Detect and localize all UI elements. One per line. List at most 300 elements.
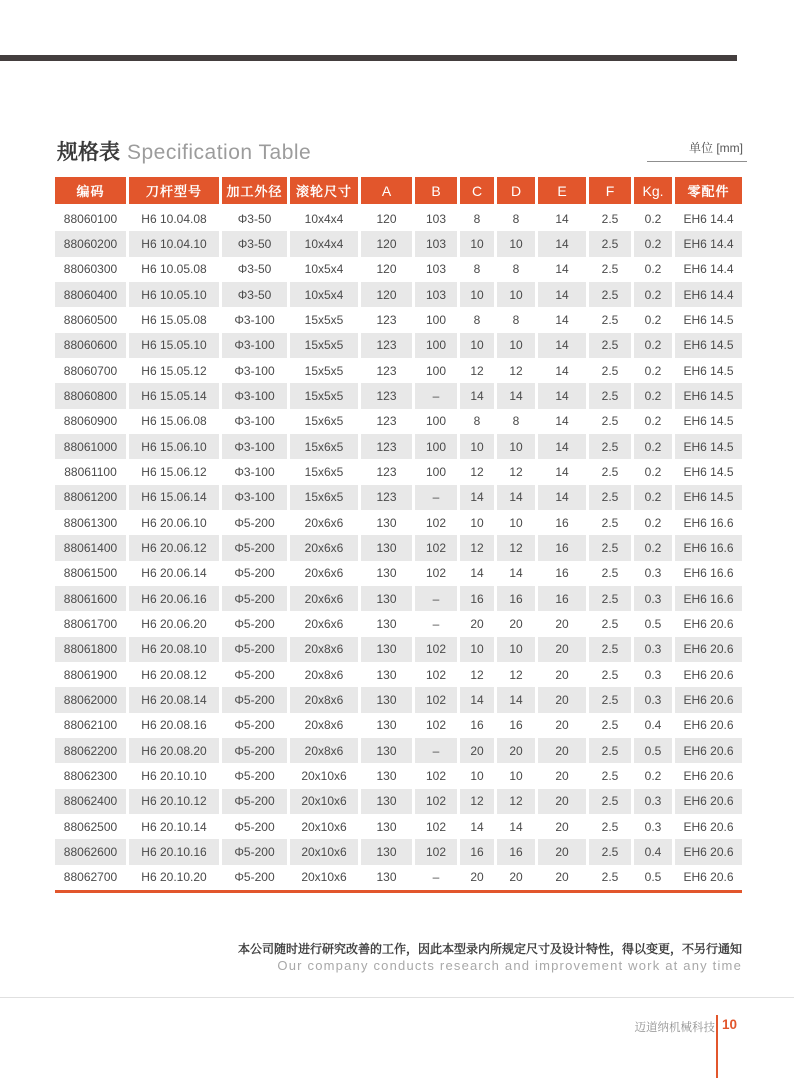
table-cell: 12: [470, 464, 484, 479]
table-cell: 0.3: [634, 789, 672, 814]
table-cell: 20: [509, 616, 523, 631]
table-cell: 8: [473, 312, 481, 327]
table-cell: 103: [425, 211, 447, 226]
table-cell: 10: [460, 333, 494, 358]
table-cell: 2.5: [589, 383, 631, 408]
table-cell: 0.2: [634, 383, 672, 408]
table-cell: 8: [512, 312, 520, 327]
table-row: [55, 713, 742, 738]
table-row: [55, 434, 742, 459]
table-cell: 2.5: [601, 312, 619, 327]
table-cell: 16: [497, 839, 535, 864]
table-cell: 20x6x6: [304, 515, 344, 530]
table-cell: 130: [376, 515, 397, 530]
footer-divider-line: [0, 997, 794, 998]
table-cell: 88060800: [55, 383, 126, 408]
table-cell: Φ3-50: [222, 282, 287, 307]
table-cell: 130: [361, 687, 412, 712]
table-cell: Φ5-200: [234, 768, 275, 783]
table-cell: H6 20.10.20: [141, 870, 207, 885]
table-cell: 16: [555, 566, 569, 581]
header-cell: 加工外径: [222, 177, 287, 204]
table-cell: 88060400: [55, 282, 126, 307]
table-cell: 88061700: [63, 616, 118, 631]
table-cell: 123: [361, 333, 412, 358]
table-cell: 100: [425, 312, 447, 327]
table-cell: 15x5x5: [304, 312, 344, 327]
table-cell: EH6 14.5: [683, 464, 734, 479]
table-cell: H6 10.04.10: [129, 231, 219, 256]
table-cell: 88060700: [63, 363, 118, 378]
table-cell: 10: [497, 637, 535, 662]
header-cell: C: [460, 177, 494, 204]
table-cell: Φ3-100: [222, 333, 287, 358]
table-cell: 102: [415, 535, 457, 560]
table-cell: 2.5: [589, 839, 631, 864]
table-cell: 14: [555, 262, 569, 277]
table-cell: 10: [497, 434, 535, 459]
table-cell: 10x4x4: [290, 231, 358, 256]
table-cell: 15x5x5: [304, 363, 344, 378]
table-cell: 16: [460, 586, 494, 611]
table-cell: 0.2: [644, 768, 662, 783]
table-cell: 16: [460, 839, 494, 864]
table-cell: 0.2: [634, 231, 672, 256]
table-cell: 8: [473, 211, 481, 226]
table-cell: 15x6x5: [290, 485, 358, 510]
table-cell: 20x8x6: [290, 687, 358, 712]
table-cell: EH6 20.6: [683, 819, 734, 834]
table-cell: 14: [538, 333, 586, 358]
table-cell: 0.3: [634, 586, 672, 611]
table-cell: EH6 20.6: [683, 616, 734, 631]
table-cell: 2.5: [601, 566, 619, 581]
table-cell: 14: [538, 231, 586, 256]
table-cell: 88062700: [63, 870, 118, 885]
table-cell: 0.2: [644, 515, 662, 530]
table-cell: 15x5x5: [290, 383, 358, 408]
table-cell: 10: [497, 231, 535, 256]
table-cell: 88061200: [55, 485, 126, 510]
table-cell: H6 20.06.10: [141, 515, 207, 530]
table-cell: Φ3-50: [222, 231, 287, 256]
table-cell: 88060500: [63, 312, 118, 327]
table-cell: Φ5-200: [222, 535, 287, 560]
table-cell: 88062500: [63, 819, 118, 834]
table-cell: EH6 14.5: [683, 363, 734, 378]
table-cell: 130: [376, 768, 397, 783]
table-cell: 123: [376, 312, 397, 327]
table-cell: H6 15.06.10: [129, 434, 219, 459]
table-row: [55, 206, 742, 231]
table-row: [55, 789, 742, 814]
table-cell: 130: [361, 637, 412, 662]
table-cell: 0.2: [634, 535, 672, 560]
table-cell: 0.3: [634, 687, 672, 712]
table-cell: 14: [555, 363, 569, 378]
table-cell: 14: [497, 687, 535, 712]
header-cell: E: [538, 177, 586, 204]
table-cell: 130: [361, 586, 412, 611]
table-row: [55, 637, 742, 662]
table-cell: Φ3-100: [222, 383, 287, 408]
table-cell: 100: [425, 414, 447, 429]
disclaimer: [238, 941, 742, 974]
table-cell: 2.5: [589, 434, 631, 459]
table-cell: EH6 20.6: [683, 870, 734, 885]
table-cell: 120: [376, 262, 397, 277]
table-cell: 20x10x6: [301, 870, 347, 885]
table-cell: 0.2: [634, 434, 672, 459]
table-cell: H6 10.05.10: [129, 282, 219, 307]
table-cell: 8: [473, 414, 481, 429]
table-cell: EH6 14.4: [675, 282, 742, 307]
table-cell: 88061400: [55, 535, 126, 560]
table-cell: EH6 14.5: [683, 414, 734, 429]
table-cell: EH6 20.6: [683, 718, 734, 733]
disclaimer-chinese: 本公司随时进行研究改善的工作，因此本型录内所规定尺寸及设计特性，得以变更，不另行通知: [237, 942, 742, 956]
table-cell: 20: [470, 870, 484, 885]
table-cell: Φ5-200: [234, 667, 275, 682]
table-cell: 0.3: [644, 667, 662, 682]
table-cell: 10: [470, 515, 484, 530]
table-row: [55, 282, 742, 307]
table-cell: Φ3-100: [222, 485, 287, 510]
table-cell: H6 20.10.14: [141, 819, 207, 834]
table-cell: 12: [497, 535, 535, 560]
table-cell: 16: [538, 535, 586, 560]
table-cell: Φ3-100: [234, 464, 275, 479]
table-cell: 2.5: [589, 789, 631, 814]
table-cell: –: [432, 870, 440, 885]
table-cell: 15x6x5: [290, 434, 358, 459]
table-row: [55, 814, 742, 839]
table-cell: 14: [460, 383, 494, 408]
table-cell: 0.2: [644, 363, 662, 378]
table-cell: 130: [376, 566, 397, 581]
table-cell: 88061000: [55, 434, 126, 459]
table-cell: 2.5: [589, 586, 631, 611]
table-cell: 88061800: [55, 637, 126, 662]
table-row: [55, 409, 742, 434]
table-cell: 100: [425, 363, 447, 378]
table-cell: 16: [538, 586, 586, 611]
table-cell: H6 10.05.08: [141, 262, 207, 277]
page-title: [57, 136, 311, 166]
table-cell: EH6 16.6: [675, 535, 742, 560]
table-row: [55, 561, 742, 586]
table-cell: 0.4: [634, 839, 672, 864]
table-cell: Φ5-200: [234, 819, 275, 834]
header-cell: 编码: [55, 177, 126, 204]
table-cell: EH6 20.6: [683, 768, 734, 783]
table-row: [55, 257, 742, 282]
table-cell: 0.3: [644, 819, 662, 834]
header-cell: 零配件: [675, 177, 742, 204]
table-cell: H6 20.06.12: [129, 535, 219, 560]
table-row: [55, 459, 742, 484]
table-cell: 2.5: [601, 211, 619, 226]
table-cell: 20: [555, 819, 569, 834]
table-cell: 88062100: [63, 718, 118, 733]
header-cell: 刀杆型号: [129, 177, 219, 204]
table-cell: Φ5-200: [234, 718, 275, 733]
table-cell: Φ5-200: [234, 566, 275, 581]
table-row: [55, 611, 742, 636]
table-cell: 20: [470, 616, 484, 631]
table-cell: 20: [538, 839, 586, 864]
table-cell: Φ5-200: [234, 616, 275, 631]
table-cell: 8: [473, 262, 481, 277]
table-cell: 2.5: [601, 262, 619, 277]
table-cell: 16: [470, 718, 484, 733]
table-cell: 10: [460, 231, 494, 256]
table-cell: 0.2: [644, 312, 662, 327]
table-cell: EH6 16.6: [675, 586, 742, 611]
table-cell: 20: [538, 687, 586, 712]
table-cell: 88061900: [63, 667, 118, 682]
table-cell: 2.5: [589, 333, 631, 358]
table-cell: 0.3: [634, 637, 672, 662]
table-cell: 8: [512, 414, 520, 429]
table-cell: 123: [376, 414, 397, 429]
table-row: [55, 358, 742, 383]
table-cell: 10: [497, 333, 535, 358]
table-cell: 20: [538, 738, 586, 763]
table-cell: 2.5: [601, 718, 619, 733]
table-cell: H6 20.08.16: [141, 718, 207, 733]
table-cell: 123: [361, 383, 412, 408]
table-cell: 0.2: [634, 333, 672, 358]
table-cell: 102: [415, 637, 457, 662]
table-cell: 103: [425, 262, 447, 277]
table-cell: 88062400: [55, 789, 126, 814]
table-cell: H6 20.10.12: [129, 789, 219, 814]
table-cell: 12: [509, 464, 523, 479]
table-cell: 2.5: [589, 738, 631, 763]
table-cell: 10x5x4: [304, 262, 344, 277]
table-cell: 102: [415, 789, 457, 814]
table-cell: 0.5: [634, 738, 672, 763]
page-number-divider: [716, 1015, 718, 1078]
table-cell: 12: [509, 363, 523, 378]
table-cell: H6 10.04.08: [141, 211, 207, 226]
table-cell: 2.5: [601, 414, 619, 429]
table-cell: 2.5: [589, 637, 631, 662]
table-cell: 88061300: [63, 515, 118, 530]
table-cell: 14: [460, 687, 494, 712]
table-cell: 14: [470, 819, 484, 834]
table-cell: 88060600: [55, 333, 126, 358]
table-row: [55, 535, 742, 560]
table-cell: H6 20.08.14: [129, 687, 219, 712]
company-name: 迈道纳机械科技: [634, 1022, 715, 1034]
table-cell: 130: [361, 839, 412, 864]
table-cell: 20x8x6: [290, 738, 358, 763]
table-cell: 130: [376, 616, 397, 631]
table-cell: 14: [460, 485, 494, 510]
table-cell: 88061500: [63, 566, 118, 581]
table-cell: 20x6x6: [304, 616, 344, 631]
disclaimer-english: Our company conducts research and improvement work at any time: [277, 958, 742, 973]
table-cell: 100: [425, 464, 447, 479]
table-cell: Φ5-200: [222, 637, 287, 662]
table-cell: 14: [538, 282, 586, 307]
table-cell: Φ3-50: [237, 262, 272, 277]
table-row: [55, 383, 742, 408]
table-cell: 12: [470, 363, 484, 378]
table-cell: H6 20.06.14: [141, 566, 207, 581]
table-cell: 88061100: [64, 464, 117, 479]
table-cell: 20x6x6: [304, 566, 344, 581]
table-cell: 15x6x5: [304, 464, 344, 479]
table-cell: 20: [497, 738, 535, 763]
table-cell: 0.2: [634, 282, 672, 307]
table-cell: 12: [497, 789, 535, 814]
table-cell: 14: [509, 566, 523, 581]
table-cell: EH6 14.4: [683, 262, 734, 277]
table-cell: Φ3-100: [234, 312, 275, 327]
table-cell: EH6 20.6: [675, 789, 742, 814]
page-title-chinese: 规格表: [57, 141, 120, 164]
table-cell: 14: [555, 464, 569, 479]
table-cell: H6 20.10.10: [141, 768, 207, 783]
table-cell: –: [432, 616, 440, 631]
table-cell: 16: [555, 515, 569, 530]
table-cell: 2.5: [601, 515, 619, 530]
table-cell: 2.5: [601, 363, 619, 378]
table-cell: 2.5: [589, 231, 631, 256]
table-cell: 10: [509, 515, 523, 530]
table-cell: 102: [425, 819, 447, 834]
table-cell: 12: [509, 667, 523, 682]
table-cell: EH6 14.5: [675, 434, 742, 459]
table-cell: 2.5: [601, 667, 619, 682]
table-cell: 123: [361, 485, 412, 510]
table-cell: 130: [361, 789, 412, 814]
table-cell: Φ5-200: [222, 839, 287, 864]
table-cell: 88062200: [55, 738, 126, 763]
table-cell: EH6 14.5: [675, 485, 742, 510]
table-cell: H6 15.06.12: [141, 464, 207, 479]
table-cell: 14: [538, 485, 586, 510]
table-cell: H6 20.06.16: [129, 586, 219, 611]
table-cell: 10: [470, 768, 484, 783]
table-cell: EH6 16.6: [683, 566, 734, 581]
table-cell: 102: [415, 687, 457, 712]
table-cell: H6 20.08.10: [129, 637, 219, 662]
table-cell: Φ3-100: [222, 434, 287, 459]
table-cell: 12: [460, 789, 494, 814]
table-cell: 88061600: [55, 586, 126, 611]
table-cell: 20x6x6: [290, 535, 358, 560]
table-cell: 20: [538, 637, 586, 662]
table-cell: 12: [460, 535, 494, 560]
table-cell: 20x10x6: [290, 789, 358, 814]
table-cell: Φ3-50: [237, 211, 272, 226]
top-accent-bar: [0, 55, 737, 61]
page-number: 10: [722, 1017, 738, 1032]
table-cell: 0.3: [644, 566, 662, 581]
table-cell: 20x10x6: [290, 839, 358, 864]
spec-table-body: [55, 206, 742, 890]
table-cell: 2.5: [589, 687, 631, 712]
table-cell: H6 15.06.14: [129, 485, 219, 510]
table-cell: 16: [497, 586, 535, 611]
table-cell: 0.2: [644, 262, 662, 277]
table-cell: –: [415, 586, 457, 611]
table-cell: Φ5-200: [222, 789, 287, 814]
table-cell: Φ5-200: [234, 515, 275, 530]
spec-table: [55, 177, 742, 893]
table-cell: EH6 20.6: [675, 839, 742, 864]
table-cell: 88060900: [63, 414, 118, 429]
table-cell: H6 15.05.14: [129, 383, 219, 408]
table-cell: 2.5: [589, 282, 631, 307]
table-row: [55, 865, 742, 890]
table-cell: EH6 20.6: [675, 637, 742, 662]
table-cell: 102: [425, 718, 447, 733]
table-cell: Φ3-100: [234, 414, 275, 429]
table-cell: H6 15.06.08: [141, 414, 207, 429]
table-cell: 20x10x6: [301, 819, 347, 834]
table-cell: 10x4x4: [304, 211, 344, 226]
table-cell: 20x8x6: [290, 637, 358, 662]
table-row: [55, 231, 742, 256]
table-cell: H6 20.10.16: [129, 839, 219, 864]
table-cell: 20: [555, 718, 569, 733]
table-cell: 88060300: [63, 262, 118, 277]
table-cell: EH6 20.6: [675, 687, 742, 712]
table-cell: 130: [376, 870, 397, 885]
table-cell: 10: [460, 282, 494, 307]
table-cell: –: [415, 485, 457, 510]
table-row: [55, 687, 742, 712]
table-cell: 16: [509, 718, 523, 733]
table-cell: 10x5x4: [290, 282, 358, 307]
table-cell: 102: [415, 839, 457, 864]
table-cell: 20: [555, 616, 569, 631]
table-cell: 100: [415, 434, 457, 459]
table-row: [55, 763, 742, 788]
table-cell: 0.5: [644, 870, 662, 885]
spec-table-header: [55, 177, 742, 204]
table-cell: 10: [509, 768, 523, 783]
table-row: [55, 307, 742, 332]
table-cell: 14: [538, 383, 586, 408]
unit-label: 单位 [mm]: [647, 137, 747, 162]
table-cell: 123: [361, 434, 412, 459]
table-cell: 8: [512, 211, 520, 226]
table-cell: 123: [376, 464, 397, 479]
table-cell: 10: [460, 637, 494, 662]
table-cell: EH6 14.4: [675, 231, 742, 256]
table-cell: 14: [497, 383, 535, 408]
table-cell: H6 20.06.20: [141, 616, 207, 631]
table-cell: 0.4: [644, 718, 662, 733]
table-cell: –: [415, 383, 457, 408]
table-cell: H6 20.08.12: [141, 667, 207, 682]
table-cell: 14: [509, 819, 523, 834]
table-cell: 88062600: [55, 839, 126, 864]
table-cell: 15x6x5: [304, 414, 344, 429]
table-cell: H6 20.08.20: [129, 738, 219, 763]
table-cell: 14: [497, 485, 535, 510]
table-cell: 20: [555, 768, 569, 783]
page-title-english: Specification Table: [127, 141, 312, 164]
table-cell: 20: [538, 789, 586, 814]
table-cell: 2.5: [601, 870, 619, 885]
